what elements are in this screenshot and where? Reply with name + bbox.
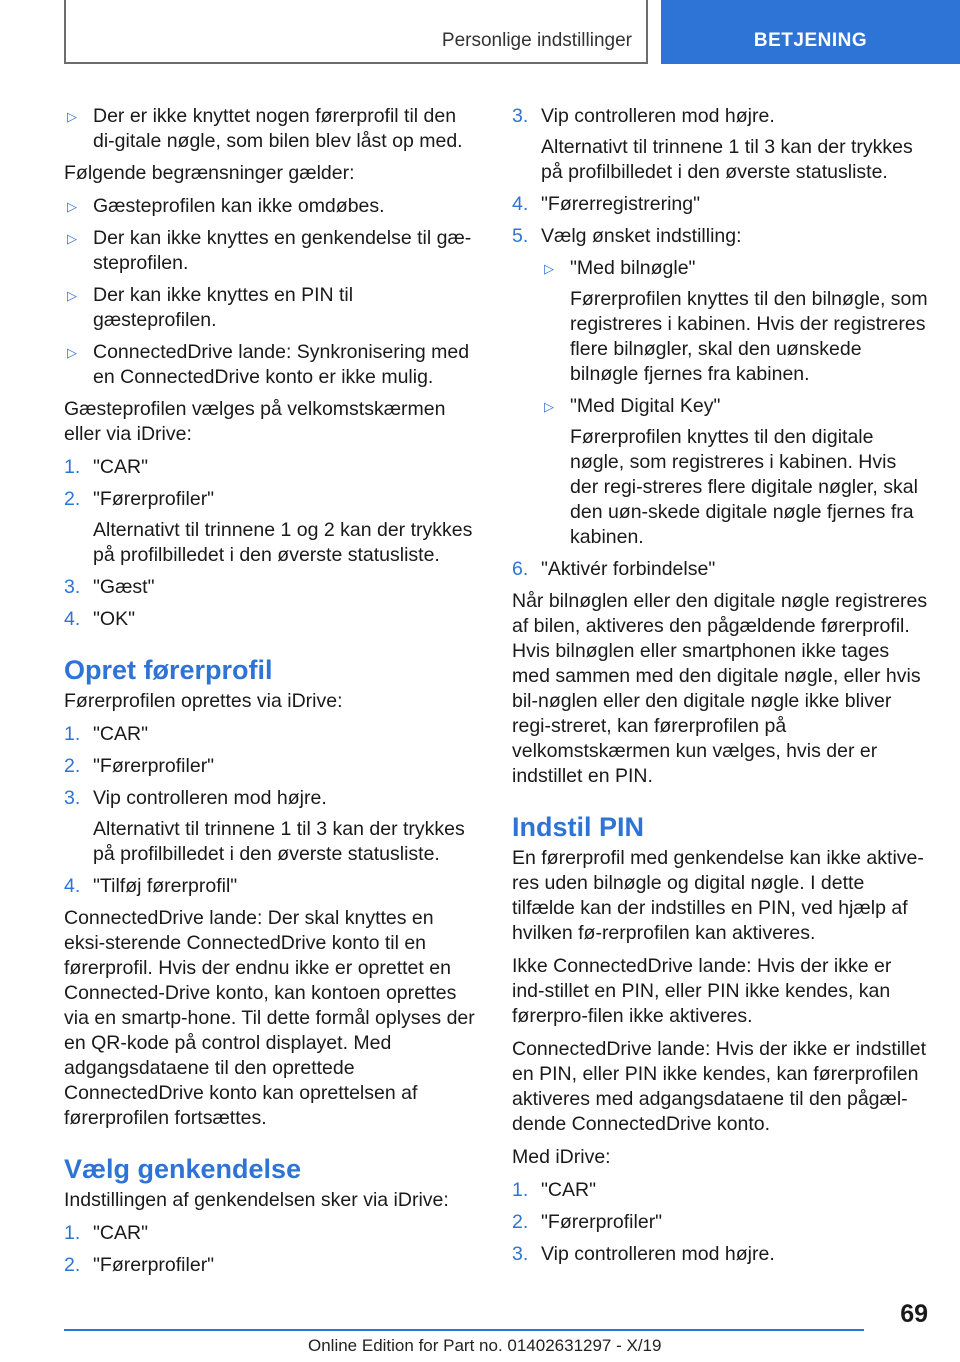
step-item xyxy=(64,575,480,600)
bullet-text: Gæsteprofilen kan ikke omdøbes. xyxy=(93,195,385,217)
step-text: "Førerprofiler" xyxy=(93,1254,215,1276)
edition-text: Online Edition for Part no. 01402631297 - X/19 xyxy=(308,1336,662,1355)
guest-select-intro: Gæsteprofilen vælges på velkomstskærmen eller via iDrive: xyxy=(64,398,446,445)
triangle-bullet-icon: ▷ xyxy=(544,399,554,414)
step-number: 3. xyxy=(64,787,81,809)
step-text: Vip controlleren mod højre. xyxy=(541,1243,775,1265)
pin-paragraph: Med iDrive: xyxy=(512,1146,611,1168)
step-item xyxy=(64,607,480,632)
step-item xyxy=(64,487,480,568)
activation-note: Når bilnøglen eller den digitale nøgle registreres af bilen, aktiveres den pågældende førerprofil. Hvis bilnøglen eller smartphonen ikke tages med sammen med den digitale nøgle, eller hvis bil‐nøglen eller den digitale nøgle ikke bliver regi‐streret, kan førerprofilen på velkomstskærmen kun vælges, hvis der er indstillet en PIN. xyxy=(512,590,928,787)
pin-paragraph: En førerprofil med genkendelse kan ikke aktive‐res uden bilnøgle og digital nøgle. I dette tilfælde kan der indstilles en PIN, ved hjælp af hvilken fø‐rerprofilen kan aktiveres. xyxy=(512,847,924,944)
triangle-bullet-icon: ▷ xyxy=(544,261,554,276)
list-item xyxy=(64,194,480,219)
pin-heading: Indstil PIN xyxy=(512,812,645,842)
triangle-bullet-icon: ▷ xyxy=(67,199,77,214)
option-description: Førerprofilen knyttes til den bilnøgle, som registreres i kabinen. Hvis der registreres flere bilnøgler, skal den uønskede bilnøgle fjernes fra kabinen. xyxy=(570,288,928,385)
step-item xyxy=(512,1210,928,1235)
triangle-bullet-icon: ▷ xyxy=(67,345,77,360)
triangle-bullet-icon: ▷ xyxy=(67,288,77,303)
step-text: Vip controlleren mod højre. xyxy=(541,105,775,127)
step-item xyxy=(512,1242,928,1267)
step-item xyxy=(64,874,480,899)
step-number: 4. xyxy=(64,608,81,630)
step-number: 1. xyxy=(512,1179,529,1201)
step-text: Vip controlleren mod højre. xyxy=(93,787,327,809)
right-column xyxy=(512,104,928,1274)
step-text: "Gæst" xyxy=(93,576,155,598)
bullet-text: Der er ikke knyttet nogen førerprofil til den di‐gitale nøgle, som bilen blev låst op med. xyxy=(93,105,463,152)
create-profile-heading: Opret førerprofil xyxy=(64,655,273,685)
step-item xyxy=(512,104,928,185)
step-number: 2. xyxy=(64,1254,81,1276)
step-item xyxy=(512,557,928,582)
step-number: 4. xyxy=(64,875,81,897)
step-text: "Førerprofiler" xyxy=(541,1211,663,1233)
step-text: "CAR" xyxy=(93,723,149,745)
triangle-bullet-icon: ▷ xyxy=(67,109,77,124)
step-number: 2. xyxy=(64,755,81,777)
list-item xyxy=(64,226,480,276)
step-subtext: Alternativt til trinnene 1 og 2 kan der trykkes på profilbilledet i den øverste statusliste. xyxy=(93,519,473,566)
option-label: "Med bilnøgle" xyxy=(570,257,696,279)
step-item xyxy=(64,786,480,867)
left-column xyxy=(64,104,480,1285)
step-text: "OK" xyxy=(93,608,136,630)
list-item xyxy=(64,104,480,154)
step-text: "CAR" xyxy=(93,456,149,478)
create-intro: Førerprofilen oprettes via iDrive: xyxy=(64,690,343,712)
step-text: "Tilføj førerprofil" xyxy=(93,875,238,897)
step-number: 1. xyxy=(64,723,81,745)
triangle-bullet-icon: ▷ xyxy=(67,231,77,246)
step-text: Vælg ønsket indstilling: xyxy=(541,225,742,247)
step-text: "Førerprofiler" xyxy=(93,488,215,510)
create-note: ConnectedDrive lande: Der skal knyttes en eksi‐sterende ConnectedDrive konto til en førerprofil. Hvis der endnu ikke er oprettet en Connected‐Drive konto, kan kontoen oprettes via en smartp‐hone. Til dette formål oplyses der en QR-kode på control displayet. Med adgangsdataene til den oprettede ConnectedDrive konto kan oprettelsen af førerprofilen fortsættes. xyxy=(64,907,475,1129)
list-item xyxy=(64,283,480,333)
step-subtext: Alternativt til trinnene 1 til 3 kan der trykkes på profilbilledet i den øverste statusliste. xyxy=(93,818,465,865)
step-text: "Førerregistrering" xyxy=(541,193,701,215)
step-number: 3. xyxy=(64,576,81,598)
page-number: 69 xyxy=(900,1300,928,1328)
bullet-text: Der kan ikke knyttes en PIN til gæsteprofilen. xyxy=(93,284,354,331)
chapter-title: Personlige indstillinger xyxy=(441,30,632,51)
footer-divider xyxy=(64,1329,864,1331)
step-subtext: Alternativt til trinnene 1 til 3 kan der trykkes på profilbilledet i den øverste statusliste. xyxy=(541,136,913,183)
step-item xyxy=(64,1253,480,1278)
step-number: 2. xyxy=(64,488,81,510)
step-item xyxy=(512,1178,928,1203)
list-item xyxy=(64,340,480,390)
step-item xyxy=(512,224,928,550)
section-label: BETJENING xyxy=(753,30,868,51)
step-item xyxy=(64,1221,480,1246)
restrictions-intro: Følgende begrænsninger gælder: xyxy=(64,162,355,184)
step-text: "CAR" xyxy=(93,1222,149,1244)
step-number: 5. xyxy=(512,225,529,247)
step-number: 6. xyxy=(512,558,529,580)
list-item xyxy=(541,256,928,387)
option-description: Førerprofilen knyttes til den digitale nøgle, som registreres i kabinen. Hvis der regi‐streres flere digitale nøgler, skal den uøn‐skede digitale nøgle fjernes fra kabinen. xyxy=(570,426,918,548)
step-number: 1. xyxy=(64,1222,81,1244)
step-text: "CAR" xyxy=(541,1179,597,1201)
header-chapter-box xyxy=(64,0,648,64)
pin-paragraph: Ikke ConnectedDrive lande: Hvis der ikke er ind‐stillet en PIN, eller PIN ikke kendes, kan førerpro‐filen ikke aktiveres. xyxy=(512,955,892,1027)
recognition-heading: Vælg genkendelse xyxy=(64,1154,302,1184)
step-item xyxy=(64,455,480,480)
bullet-text: ConnectedDrive lande: Synkronisering med en ConnectedDrive konto er ikke mulig. xyxy=(93,341,470,388)
pin-paragraph: ConnectedDrive lande: Hvis der ikke er indstillet en PIN, eller PIN ikke kendes, kan førerprofilen aktiveres med adgangsdataene til den pågæl‐dende ConnectedDrive konto. xyxy=(512,1038,927,1135)
recognition-intro: Indstillingen af genkendelsen sker via iDrive: xyxy=(64,1189,449,1211)
bullet-text: Der kan ikke knyttes en genkendelse til gæ‐steprofilen. xyxy=(93,227,472,274)
step-item xyxy=(64,722,480,747)
step-text: "Førerprofiler" xyxy=(93,755,215,777)
step-number: 4. xyxy=(512,193,529,215)
step-text: "Aktivér forbindelse" xyxy=(541,558,716,580)
list-item xyxy=(541,394,928,550)
header-section-tab xyxy=(661,0,960,64)
step-item xyxy=(512,192,928,217)
step-number: 3. xyxy=(512,1243,529,1265)
option-label: "Med Digital Key" xyxy=(570,395,721,417)
step-number: 1. xyxy=(64,456,81,478)
step-number: 3. xyxy=(512,105,529,127)
step-item xyxy=(64,754,480,779)
nested-options xyxy=(541,256,928,550)
step-number: 2. xyxy=(512,1211,529,1233)
